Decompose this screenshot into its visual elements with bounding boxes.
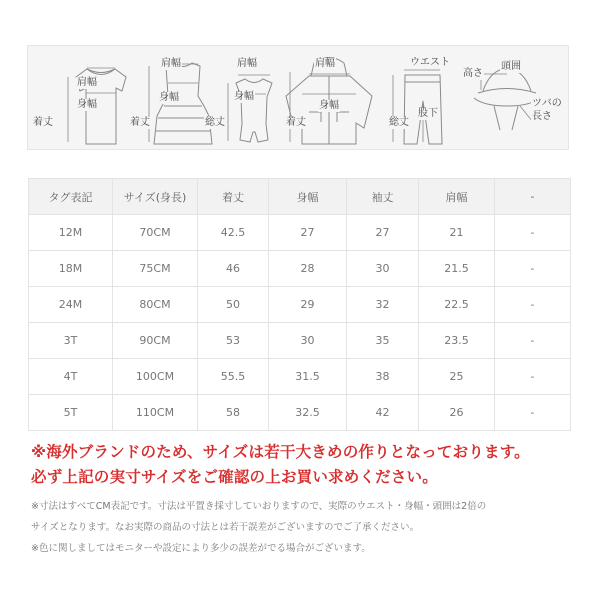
table-row — [29, 395, 571, 431]
table-cell: 90CM — [113, 323, 198, 359]
table-cell: 75CM — [113, 251, 198, 287]
column-header: 肩幅 — [419, 179, 495, 215]
size-table — [28, 178, 571, 431]
table-cell: 21.5 — [419, 251, 495, 287]
column-header: タグ表記 — [29, 179, 113, 215]
note-line-3: ※色に関しましてはモニターや設定により多少の誤差がでる場合がございます。 — [31, 543, 371, 554]
hat-height-label: 高さ — [463, 68, 483, 79]
table-cell: 12M — [29, 215, 113, 251]
table-cell: - — [495, 323, 571, 359]
table-cell: - — [495, 359, 571, 395]
table-cell: 27 — [269, 215, 347, 251]
table-row — [29, 287, 571, 323]
table-cell: 23.5 — [419, 323, 495, 359]
jacket-length-label: 着丈 — [286, 117, 306, 128]
column-header: - — [495, 179, 571, 215]
table-cell: 32.5 — [269, 395, 347, 431]
notice-line-1: ※海外ブランドのため、サイズは若干大きめの作りとなっております。 — [31, 443, 530, 461]
table-cell: 21 — [419, 215, 495, 251]
table-cell: 30 — [269, 323, 347, 359]
notice-line-2: 必ず上記の実寸サイズをご確認の上お買い求めください。 — [31, 468, 438, 486]
romper-length-label: 総丈 — [205, 117, 225, 128]
jacket-shoulder-label: 肩幅 — [315, 58, 335, 69]
table-cell: 55.5 — [198, 359, 269, 395]
table-cell: 5T — [29, 395, 113, 431]
table-cell: 58 — [198, 395, 269, 431]
table-cell: 28 — [269, 251, 347, 287]
table-cell: 30 — [347, 251, 419, 287]
hat-brim-label-2: 長さ — [532, 111, 552, 122]
table-cell: 100CM — [113, 359, 198, 395]
table-cell: 110CM — [113, 395, 198, 431]
dress-chest-label: 身幅 — [159, 92, 179, 103]
table-cell: 27 — [347, 215, 419, 251]
shirt-chest-label: 身幅 — [77, 99, 97, 110]
table-cell: - — [495, 395, 571, 431]
table-cell: - — [495, 287, 571, 323]
table-cell: 18M — [29, 251, 113, 287]
column-header: 着丈 — [198, 179, 269, 215]
table-cell: 46 — [198, 251, 269, 287]
pants-inseam-label: 股下 — [418, 108, 438, 119]
romper-chest-label: 身幅 — [234, 91, 254, 102]
table-cell: 42 — [347, 395, 419, 431]
romper-icon — [236, 79, 272, 142]
table-cell: 42.5 — [198, 215, 269, 251]
size-table-header — [29, 179, 571, 215]
table-cell: 35 — [347, 323, 419, 359]
table-cell: 24M — [29, 287, 113, 323]
table-cell: 50 — [198, 287, 269, 323]
table-row — [29, 359, 571, 395]
shirt-length-label: 着丈 — [33, 117, 53, 128]
note-line-2: サイズとなります。なお実際の商品の寸法とは若干誤差がございますのでご了承ください。 — [31, 522, 419, 533]
table-cell: 80CM — [113, 287, 198, 323]
note-line-1: ※寸法はすべてCM表記です。寸法は平置き採寸していおりますので、実際のウエスト・身幅・頭囲は2倍の — [31, 501, 487, 512]
column-header: 袖丈 — [347, 179, 419, 215]
table-row — [29, 251, 571, 287]
table-row — [29, 215, 571, 251]
table-cell: - — [495, 215, 571, 251]
size-table-body — [29, 215, 571, 431]
table-cell: 32 — [347, 287, 419, 323]
table-cell: 25 — [419, 359, 495, 395]
table-cell: 31.5 — [269, 359, 347, 395]
hat-brim-label-1: ツバの — [532, 98, 562, 109]
romper-shoulder-label: 肩幅 — [237, 58, 257, 69]
table-cell: 53 — [198, 323, 269, 359]
table-cell: 38 — [347, 359, 419, 395]
dress-length-label: 着丈 — [130, 117, 150, 128]
column-header: サイズ(身長) — [113, 179, 198, 215]
pants-length-label: 総丈 — [389, 117, 409, 128]
table-cell: 70CM — [113, 215, 198, 251]
table-cell: - — [495, 251, 571, 287]
measurement-diagram — [27, 45, 569, 150]
table-cell: 26 — [419, 395, 495, 431]
table-cell: 22.5 — [419, 287, 495, 323]
table-row — [29, 323, 571, 359]
hat-head-label: 頭囲 — [501, 61, 521, 72]
dress-shoulder-label: 肩幅 — [161, 58, 181, 69]
pants-waist-label: ウエスト — [410, 57, 450, 68]
table-cell: 3T — [29, 323, 113, 359]
garment-illustrations — [28, 46, 570, 151]
jacket-chest-label: 身幅 — [319, 100, 339, 111]
shirt-shoulder-label: 肩幅 — [77, 77, 97, 88]
table-cell: 4T — [29, 359, 113, 395]
table-cell: 29 — [269, 287, 347, 323]
column-header: 身幅 — [269, 179, 347, 215]
